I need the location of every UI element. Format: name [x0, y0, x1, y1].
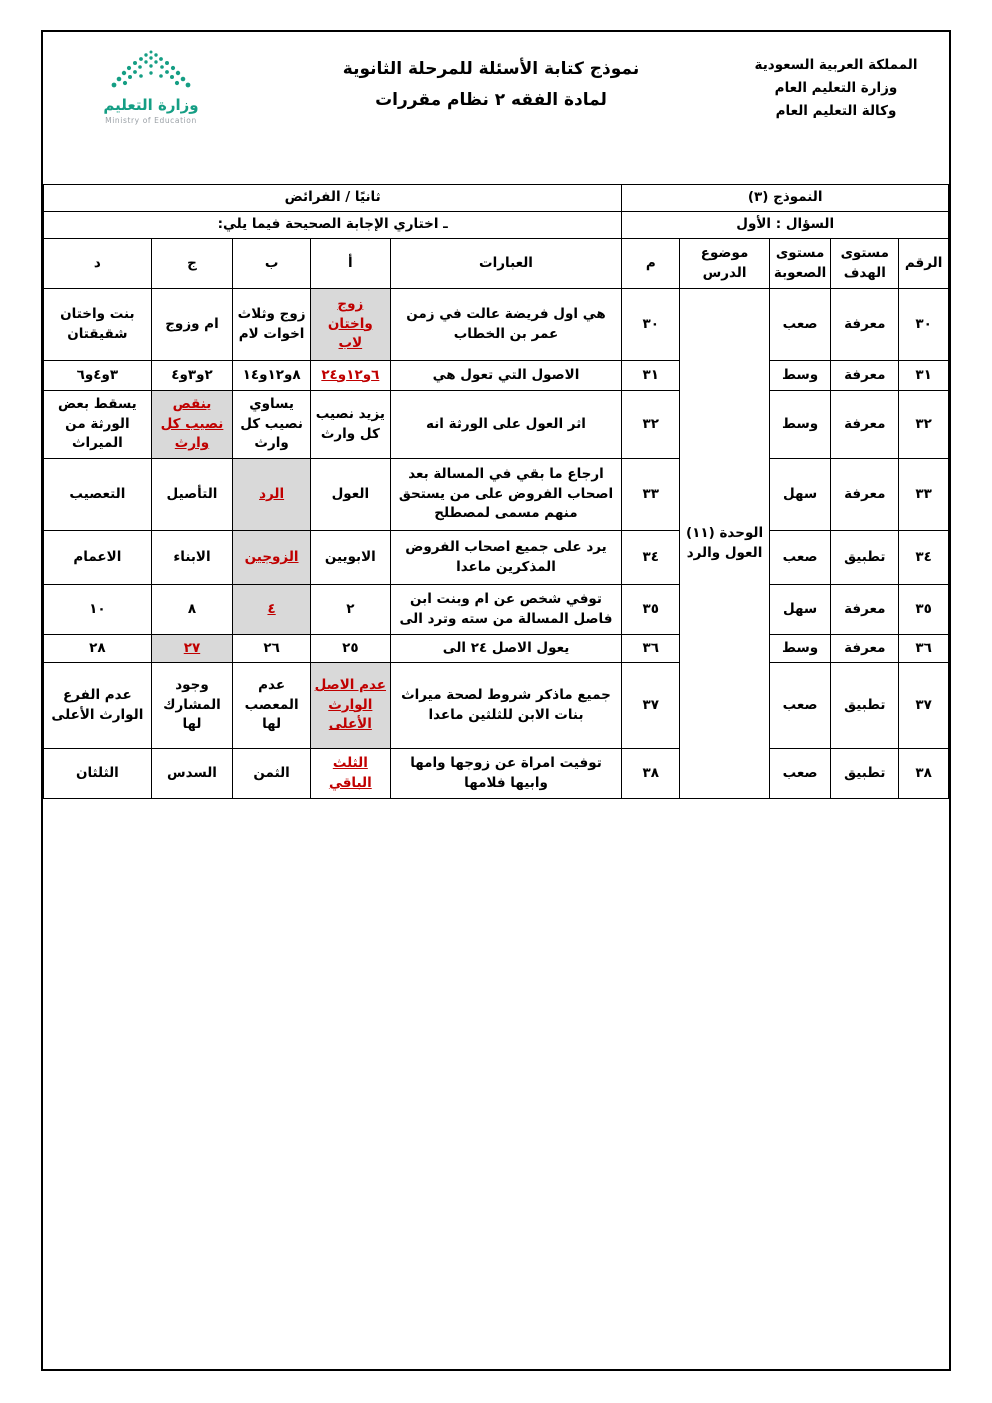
title-line-2: لمادة الفقه ٢ نظام مقررات [375, 89, 607, 110]
col-header-option-b: ب [233, 239, 311, 289]
difficulty-level: سهل [769, 459, 831, 531]
goal-level: معرفة [831, 361, 899, 391]
row-m: ٣٣ [622, 459, 680, 531]
difficulty-level: سهل [769, 585, 831, 635]
table-row [44, 361, 949, 391]
col-header-difficulty: مستوى الصعوبة [769, 239, 831, 289]
goal-level: معرفة [831, 635, 899, 663]
lesson-topic-value: الوحدة (١١) العول والرد [680, 289, 770, 799]
table-row [44, 635, 949, 663]
option-c: ٢و٣و٤ [151, 361, 232, 391]
option-d: بنت واختان شقيقتان [44, 289, 152, 361]
goal-level: تطبيق [831, 531, 899, 585]
option-b: زوج وثلاث اخوات لام [233, 289, 311, 361]
option-c: وجود المشارك لها [151, 663, 232, 749]
statement: الاصول التي تعول هي [390, 361, 622, 391]
col-header-option-d: د [44, 239, 152, 289]
row-m: ٣١ [622, 361, 680, 391]
option-c: ٨ [151, 585, 232, 635]
goal-level: معرفة [831, 391, 899, 459]
option-c: التأصيل [151, 459, 232, 531]
col-header-statements: العبارات [390, 239, 622, 289]
option-d: التعصيب [44, 459, 152, 531]
logo-english-name: Ministry of Education [105, 116, 197, 125]
row-m: ٣٨ [622, 749, 680, 799]
difficulty-level: وسط [769, 361, 831, 391]
ministry-text-block [731, 46, 941, 123]
option-d: الاعمام [44, 531, 152, 585]
option-a: الابويين [311, 531, 391, 585]
option-b: ٢٦ [233, 635, 311, 663]
option-d: عدم الفرع الوارث الأعلى [44, 663, 152, 749]
col-header-goal-level: مستوى الهدف [831, 239, 899, 289]
col-header-option-c: ج [151, 239, 232, 289]
goal-level: تطبيق [831, 663, 899, 749]
logo-arabic-name: وزارة التعليم [103, 96, 199, 114]
col-header-option-a: أ [311, 239, 391, 289]
option-c: ينقص نصيب كل وارث [151, 391, 232, 459]
table-row [44, 749, 949, 799]
document-title [251, 46, 731, 115]
ministry-line-1: المملكة العربية السعودية [754, 57, 918, 73]
row-m: ٣٤ [622, 531, 680, 585]
statement: جميع ماذكر شروط لصحة ميراث بنات الابن للثلثين ماعدا [390, 663, 622, 749]
difficulty-level: صعب [769, 749, 831, 799]
table-row [44, 391, 949, 459]
statement: ارجاع ما بقي في المسالة بعد اصحاب الفروض على من يستحق منهم مسمى لمصطلح [390, 459, 622, 531]
option-d: الثلثان [44, 749, 152, 799]
option-d: يسقط بعض الورثة من الميراث [44, 391, 152, 459]
row-m: ٣٥ [622, 585, 680, 635]
option-b: ٤ [233, 585, 311, 635]
difficulty-level: صعب [769, 531, 831, 585]
col-header-number: الرقم [899, 239, 949, 289]
row-number: ٣٦ [899, 635, 949, 663]
row-number: ٣٣ [899, 459, 949, 531]
row-number: ٣٤ [899, 531, 949, 585]
statement: هي اول فريضة عالت في زمن عمر بن الخطاب [390, 289, 622, 361]
row-number: ٣٥ [899, 585, 949, 635]
option-a: ٢٥ [311, 635, 391, 663]
statement: اثر العول على الورثة انه [390, 391, 622, 459]
option-c: السدس [151, 749, 232, 799]
row-number: ٣١ [899, 361, 949, 391]
row-number: ٣٢ [899, 391, 949, 459]
option-b: يساوي نصيب كل وارث [233, 391, 311, 459]
row-m: ٣٧ [622, 663, 680, 749]
option-a: زوج واختان لاب [311, 289, 391, 361]
option-d: ٢٨ [44, 635, 152, 663]
statement: يعول الاصل ٢٤ الى [390, 635, 622, 663]
option-d: ١٠ [44, 585, 152, 635]
band-row-model [44, 185, 949, 212]
row-m: ٣٢ [622, 391, 680, 459]
statement: توفي شخص عن ام وبنت ابن فاصل المسالة من سته وترد الى [390, 585, 622, 635]
option-a: ٦و١٢و٢٤ [311, 361, 391, 391]
col-header-lesson-topic: موضوع الدرس [680, 239, 770, 289]
page-frame [41, 30, 951, 1371]
row-m: ٣٦ [622, 635, 680, 663]
row-number: ٣٧ [899, 663, 949, 749]
model-label: النموذج (٣) [622, 185, 949, 212]
option-a: يزيد نصيب كل وارث [311, 391, 391, 459]
option-b: الرد [233, 459, 311, 531]
questions-table [43, 184, 949, 799]
row-number: ٣٠ [899, 289, 949, 361]
difficulty-level: وسط [769, 391, 831, 459]
table-row [44, 585, 949, 635]
ministry-line-2: وزارة التعليم العام [774, 79, 898, 96]
col-header-m: م [622, 239, 680, 289]
option-c: الابناء [151, 531, 232, 585]
ministry-logo [51, 46, 251, 125]
option-a: عدم الاصل الوارث الأعلى [311, 663, 391, 749]
goal-level: تطبيق [831, 749, 899, 799]
statement: يرد على جميع اصحاب الفروض المذكرين ماعدا [390, 531, 622, 585]
goal-level: معرفة [831, 459, 899, 531]
difficulty-level: صعب [769, 289, 831, 361]
ministry-line-3: وكالة التعليم العام [775, 102, 897, 119]
option-a: العول [311, 459, 391, 531]
row-m: ٣٠ [622, 289, 680, 361]
difficulty-level: وسط [769, 635, 831, 663]
option-b: الزوجين [233, 531, 311, 585]
option-b: الثمن [233, 749, 311, 799]
instruction-label: ـ اختاري الإجابة الصحيحة فيما يلي: [44, 212, 622, 239]
question-label: السؤال : الأول [622, 212, 949, 239]
option-a: ٢ [311, 585, 391, 635]
statement: توفيت امراة عن زوجها وامها وابيها فلامها [390, 749, 622, 799]
option-b: ٨و١٢و١٤ [233, 361, 311, 391]
option-b: عدم المعصب لها [233, 663, 311, 749]
row-number: ٣٨ [899, 749, 949, 799]
difficulty-level: صعب [769, 663, 831, 749]
goal-level: معرفة [831, 585, 899, 635]
option-c: ام وزوج [151, 289, 232, 361]
table-row [44, 289, 949, 361]
page-header [43, 32, 949, 184]
column-header-row [44, 239, 949, 289]
ministry-logo-icon [90, 48, 212, 94]
option-d: ٣و٤و٦ [44, 361, 152, 391]
option-c: ٢٧ [151, 635, 232, 663]
band-row-question [44, 212, 949, 239]
table-row [44, 459, 949, 531]
goal-level: معرفة [831, 289, 899, 361]
option-a: الثلث الباقي [311, 749, 391, 799]
title-line-1: نموذج كتابة الأسئلة للمرحلة الثانوية [342, 59, 640, 79]
table-row [44, 531, 949, 585]
section-label: ثانيًا / الفرائض [44, 185, 622, 212]
table-row [44, 663, 949, 749]
